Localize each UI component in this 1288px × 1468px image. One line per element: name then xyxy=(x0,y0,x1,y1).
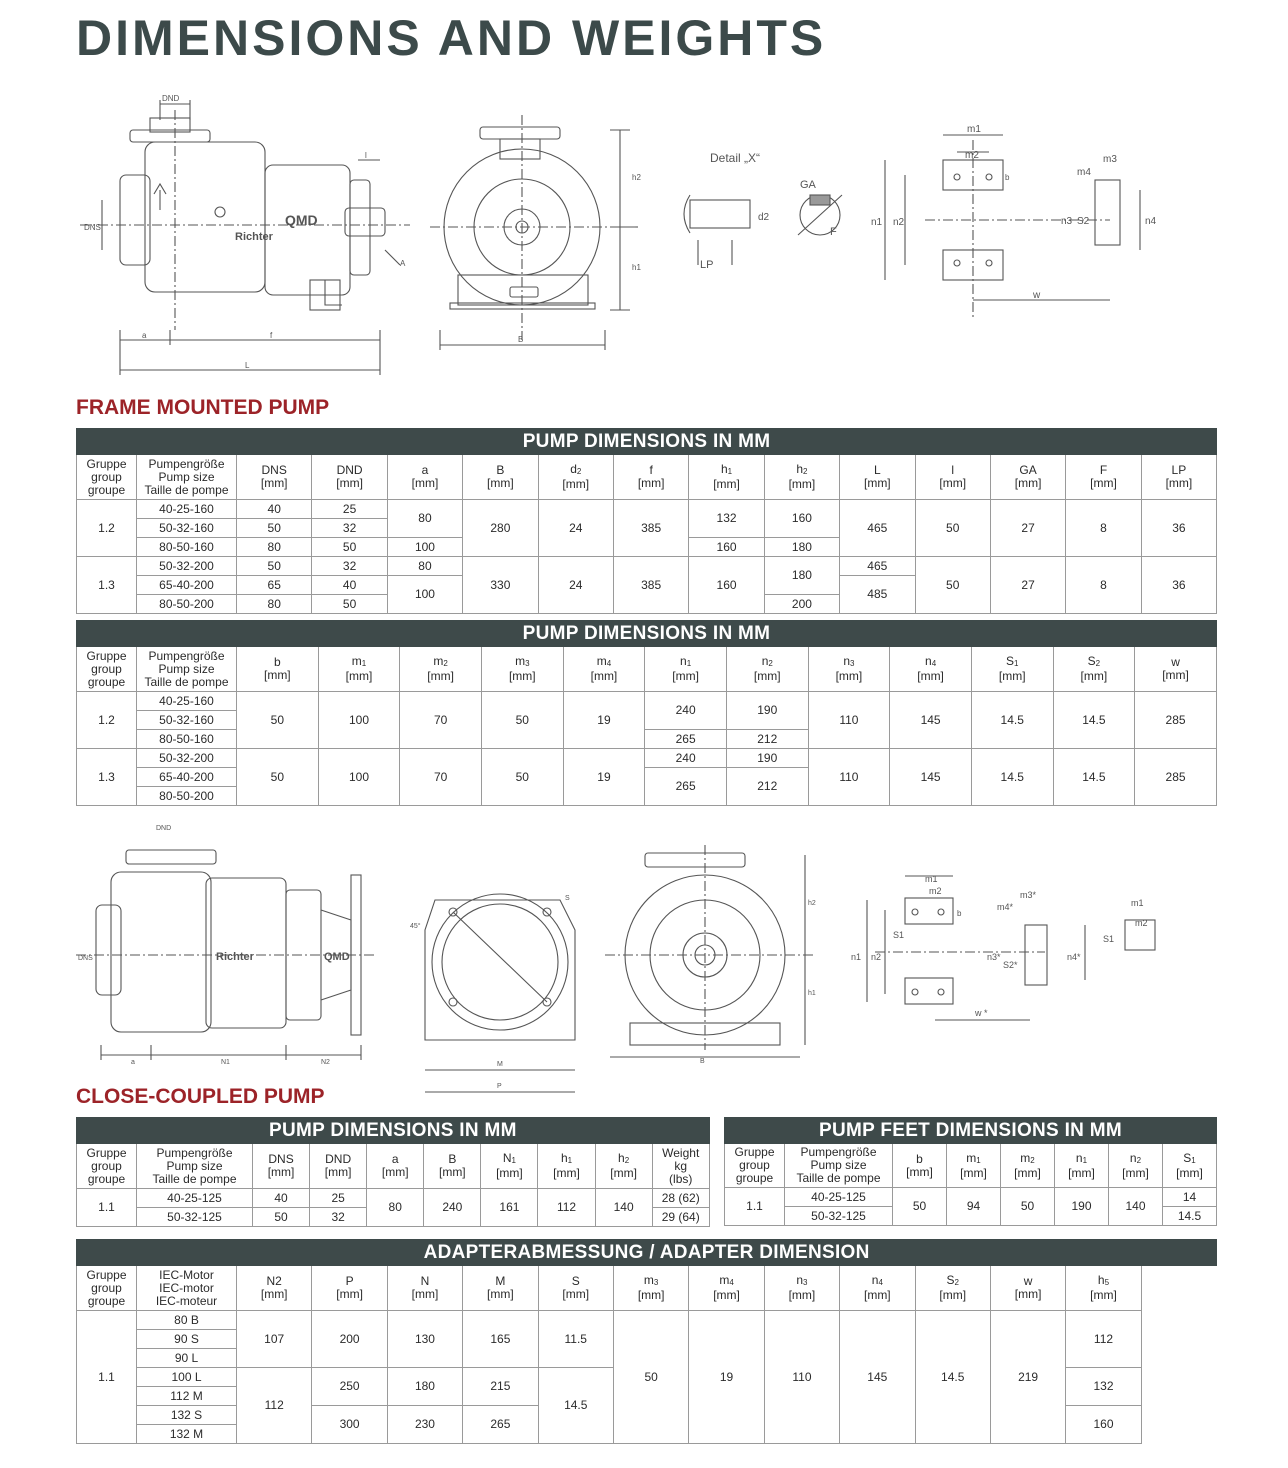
table-cell: 280 xyxy=(463,500,538,557)
close-coupled-title: CLOSE-COUPLED PUMP xyxy=(76,1085,325,1108)
table-cell: 385 xyxy=(613,557,688,614)
table-cell: 80 B xyxy=(137,1311,237,1330)
table-cell: 32 xyxy=(310,1208,367,1227)
table-header-cell: Pumpengröße Pump size Taille de pompe xyxy=(137,647,237,692)
F-label: F xyxy=(830,226,837,238)
table-row xyxy=(77,1311,1217,1330)
brand-label-2: Richter xyxy=(216,951,254,963)
table-header-cell: w [mm] xyxy=(990,1266,1065,1311)
table-cell: 50 xyxy=(613,1311,688,1444)
h2-label-2: h2 xyxy=(808,900,816,907)
table-cell: 190 xyxy=(726,749,808,768)
frame-foot-plan-view xyxy=(865,120,1165,320)
table-header-cell: N [mm] xyxy=(387,1266,462,1311)
table-cell: 36 xyxy=(1141,500,1216,557)
table-cell: 14.5 xyxy=(971,692,1053,749)
table-header-cell: Gruppe group groupe xyxy=(725,1144,785,1188)
table-cell: 50 xyxy=(481,692,563,749)
table-cell: 50 xyxy=(253,1208,310,1227)
table-cell: 25 xyxy=(312,500,387,519)
frame-pump-front-view xyxy=(430,115,650,355)
col-size: Pumpengröße Pump size Taille de pompe xyxy=(137,455,237,500)
a-label: a xyxy=(142,331,147,340)
table-header-cell: B [mm] xyxy=(424,1144,481,1189)
table-cell: 145 xyxy=(890,749,972,806)
n3-star-label: n3* xyxy=(987,952,1001,962)
table-cell: 50 xyxy=(915,500,990,557)
table-cell: 160 xyxy=(1066,1406,1141,1444)
table-row xyxy=(725,1188,1217,1207)
GA-label: GA xyxy=(800,179,816,191)
close-pump-front-view xyxy=(605,845,820,1065)
table-header-cell: $m_2$ [mm] xyxy=(400,647,482,692)
table-cell: 180 xyxy=(764,557,839,595)
table-header-cell: a [mm] xyxy=(367,1144,424,1189)
table-cell: 1.3 xyxy=(77,557,137,614)
h1-label-2: h1 xyxy=(808,990,816,997)
table-header-cell: $n_4$ [mm] xyxy=(890,647,972,692)
table-header-cell: $m_4$ [mm] xyxy=(689,1266,764,1311)
table-cell: 90 L xyxy=(137,1349,237,1368)
table-cell: 285 xyxy=(1135,692,1217,749)
table-cell: 1.1 xyxy=(77,1311,137,1444)
col-LP: LP [mm] xyxy=(1141,455,1216,500)
table-cell: 180 xyxy=(387,1368,462,1406)
table-cell: 25 xyxy=(310,1189,367,1208)
S1-label-2: S1 xyxy=(893,930,905,940)
N2-label: N2 xyxy=(321,1059,330,1066)
table-cell: 200 xyxy=(764,595,839,614)
table-cell: 50 xyxy=(915,557,990,614)
table-cell: 1.3 xyxy=(77,749,137,806)
table-cell: 100 L xyxy=(137,1368,237,1387)
M-label: M xyxy=(497,1061,503,1068)
table-header-cell: $n_4$ [mm] xyxy=(840,1266,915,1311)
table-cell: 40-25-125 xyxy=(785,1188,893,1207)
table-cell: 215 xyxy=(463,1368,538,1406)
col-B: B [mm] xyxy=(463,455,538,500)
P-label: P xyxy=(497,1083,502,1090)
table-header-cell: b [mm] xyxy=(237,647,319,692)
table-header-cell: b [mm] xyxy=(893,1144,947,1188)
table-header-cell: $S_2$ [mm] xyxy=(1053,647,1135,692)
table-cell: 32 xyxy=(312,557,387,576)
col-f: f [mm] xyxy=(613,455,688,500)
m1-label: m1 xyxy=(967,124,981,135)
table-cell: 80-50-160 xyxy=(137,730,237,749)
table-cell: 36 xyxy=(1141,557,1216,614)
table-header-cell: Gruppe group groupe xyxy=(77,647,137,692)
dns-label: DNS xyxy=(84,223,101,232)
table-cell: 100 xyxy=(318,692,400,749)
table-header-row xyxy=(77,647,1217,692)
table-header-row xyxy=(77,1266,1217,1311)
table-cell: 65-40-200 xyxy=(137,768,237,787)
s2-star-label: S2* xyxy=(1003,960,1018,970)
table-cell: 265 xyxy=(645,730,727,749)
table-cell: 100 xyxy=(318,749,400,806)
table-cell: 50-32-160 xyxy=(137,711,237,730)
table-header-cell: DNS [mm] xyxy=(253,1144,310,1189)
table-cell: 110 xyxy=(764,1311,839,1444)
table-cell: 190 xyxy=(1055,1188,1109,1226)
table-cell: 40 xyxy=(253,1189,310,1208)
m4-star-label: m4* xyxy=(997,902,1014,912)
table-cell: 140 xyxy=(595,1189,652,1227)
table-cell: 50-32-125 xyxy=(137,1208,253,1227)
table-cell: 90 S xyxy=(137,1330,237,1349)
table-header-cell: DND [mm] xyxy=(310,1144,367,1189)
table-cell: 161 xyxy=(481,1189,538,1227)
m3-label: m3 xyxy=(1103,154,1117,165)
table-cell: 212 xyxy=(726,730,808,749)
table-cell: 8 xyxy=(1066,500,1141,557)
col-h1: $h_1$ [mm] xyxy=(689,455,764,500)
table-cell: 80-50-160 xyxy=(137,538,237,557)
m1-label-2: m1 xyxy=(925,874,938,884)
table-band-title: PUMP DIMENSIONS IN MM xyxy=(77,1118,710,1144)
table-cell: 50 xyxy=(237,557,312,576)
table-cell: 240 xyxy=(645,749,727,768)
B-label: B xyxy=(518,335,524,344)
col-GA: GA [mm] xyxy=(990,455,1065,500)
table-cell: 265 xyxy=(645,768,727,806)
table-cell: 14.5 xyxy=(538,1368,613,1444)
table-header-cell: $n_3$ [mm] xyxy=(764,1266,839,1311)
b-label: b xyxy=(1005,173,1010,182)
L-label: L xyxy=(245,361,250,370)
l-label: l xyxy=(365,151,367,160)
frame-pump-side-view xyxy=(80,90,420,380)
table-cell: 14 xyxy=(1163,1188,1217,1207)
brand-label: Richter xyxy=(235,231,273,243)
table-cell: 40 xyxy=(237,500,312,519)
frame-mounted-title: FRAME MOUNTED PUMP xyxy=(76,396,330,419)
col-dns: DNS [mm] xyxy=(237,455,312,500)
table-cell: 19 xyxy=(563,692,645,749)
adapter-dimension-table xyxy=(76,1239,1217,1444)
table-band-title: PUMP DIMENSIONS IN MM xyxy=(77,429,1217,455)
table-cell: 24 xyxy=(538,500,613,557)
table-cell: 465 xyxy=(840,557,915,576)
table-cell: 160 xyxy=(689,538,764,557)
table-cell: 110 xyxy=(808,692,890,749)
qmd-label-2: QMD xyxy=(324,951,350,963)
table-header-cell: $N_1$ [mm] xyxy=(481,1144,538,1189)
table-cell: 485 xyxy=(840,576,915,614)
table-cell: 40-25-125 xyxy=(137,1189,253,1208)
detail-x-label: Detail „X“ xyxy=(710,151,761,165)
table-cell: 80 xyxy=(387,500,462,538)
S-label: S xyxy=(565,895,570,902)
table-row xyxy=(77,749,1217,768)
table-cell: 29 (64) xyxy=(652,1208,709,1227)
n1-label-2: n1 xyxy=(851,952,862,962)
table-cell: 50-32-125 xyxy=(785,1207,893,1226)
col-a: a [mm] xyxy=(387,455,462,500)
n4-star-label: n4* xyxy=(1067,952,1081,962)
m4-label: m4 xyxy=(1077,167,1091,178)
dnd-label-2: DND xyxy=(156,825,172,832)
table-cell: 145 xyxy=(890,692,972,749)
n2-label-2: n2 xyxy=(871,952,882,962)
table-header-cell: $n_2$ [mm] xyxy=(1109,1144,1163,1188)
col-l: l [mm] xyxy=(915,455,990,500)
table-cell: 27 xyxy=(990,557,1065,614)
a-label-2: a xyxy=(131,1059,135,1066)
table-cell: 240 xyxy=(424,1189,481,1227)
table-cell: 70 xyxy=(400,692,482,749)
S1-label-3: S1 xyxy=(1103,934,1115,944)
table-cell: 132 S xyxy=(137,1406,237,1425)
table-cell: 132 xyxy=(689,500,764,538)
h1-label: h1 xyxy=(632,263,641,272)
table-cell: 240 xyxy=(645,692,727,730)
table-cell: 1.1 xyxy=(725,1188,785,1226)
table-header-cell: $h_1$ [mm] xyxy=(538,1144,595,1189)
table-cell: 145 xyxy=(840,1311,915,1444)
table-cell: 112 xyxy=(1066,1311,1141,1368)
table-cell: 50 xyxy=(893,1188,947,1226)
B-label-2: B xyxy=(700,1058,705,1065)
close-pump-feet-table xyxy=(724,1117,1217,1226)
table-cell: 50-32-200 xyxy=(137,749,237,768)
table-cell: 14.5 xyxy=(971,749,1053,806)
table-header-cell: $S_1$ [mm] xyxy=(971,647,1053,692)
table-cell: 80-50-200 xyxy=(137,595,237,614)
table-cell: 112 xyxy=(538,1189,595,1227)
table-cell: 19 xyxy=(563,749,645,806)
table-cell: 285 xyxy=(1135,749,1217,806)
table-cell: 11.5 xyxy=(538,1311,613,1368)
deg-label: 45° xyxy=(410,923,421,930)
table-cell: 1.2 xyxy=(77,692,137,749)
table-header-cell: $n_3$ [mm] xyxy=(808,647,890,692)
table-cell: 112 M xyxy=(137,1387,237,1406)
table-cell: 160 xyxy=(689,557,764,614)
n3-label: n3 xyxy=(1061,216,1073,227)
table-header-cell: $m_1$ [mm] xyxy=(947,1144,1001,1188)
table-header-cell: Pumpengröße Pump size Taille de pompe xyxy=(137,1144,253,1189)
table-header-cell: S [mm] xyxy=(538,1266,613,1311)
table-header-cell: $m_2$ [mm] xyxy=(1001,1144,1055,1188)
dnd-label: DND xyxy=(162,94,180,103)
table-cell: 132 M xyxy=(137,1425,237,1444)
table-cell: 1.1 xyxy=(77,1189,137,1227)
table-cell: 80 xyxy=(367,1189,424,1227)
table-cell: 100 xyxy=(387,538,462,557)
m2-label: m2 xyxy=(965,150,979,161)
table-header-row xyxy=(77,1144,710,1189)
table-header-cell: w [mm] xyxy=(1135,647,1217,692)
qmd-label: QMD xyxy=(285,212,318,228)
col-group: Gruppe group groupe xyxy=(77,455,137,500)
table-cell: 330 xyxy=(463,557,538,614)
table-cell: 50 xyxy=(237,692,319,749)
table-header-cell: $n_2$ [mm] xyxy=(726,647,808,692)
n2-label: n2 xyxy=(893,217,905,228)
table-cell: 80 xyxy=(237,595,312,614)
b-label-2: b xyxy=(957,909,962,918)
frame-pump-feet-table xyxy=(76,620,1217,806)
table-cell: 50 xyxy=(1001,1188,1055,1226)
table-header-cell: $n_1$ [mm] xyxy=(645,647,727,692)
col-h2: $h_2$ [mm] xyxy=(764,455,839,500)
col-L: L [mm] xyxy=(840,455,915,500)
table-cell: 300 xyxy=(312,1406,387,1444)
S2-label: S2 xyxy=(1077,216,1090,227)
table-cell: 14.5 xyxy=(1163,1207,1217,1226)
table-cell: 65-40-200 xyxy=(137,576,237,595)
table-header-cell: $S_1$ [mm] xyxy=(1163,1144,1217,1188)
frame-pump-dimensions-table xyxy=(76,428,1217,614)
table-header-cell: IEC-Motor IEC-motor IEC-moteur xyxy=(137,1266,237,1311)
table-cell: 50 xyxy=(237,749,319,806)
table-cell: 219 xyxy=(990,1311,1065,1444)
table-cell: 27 xyxy=(990,500,1065,557)
table-cell: 40-25-160 xyxy=(137,500,237,519)
table-cell: 165 xyxy=(463,1311,538,1368)
table-cell: 80 xyxy=(237,538,312,557)
m3-star-label: m3* xyxy=(1020,890,1037,900)
table-cell: 50 xyxy=(312,538,387,557)
table-cell: 1.2 xyxy=(77,500,137,557)
table-row xyxy=(77,692,1217,711)
table-cell: 14.5 xyxy=(915,1311,990,1444)
m2-label-2: m2 xyxy=(929,886,942,896)
f-label: f xyxy=(270,331,273,340)
table-cell: 200 xyxy=(312,1311,387,1368)
table-cell: 385 xyxy=(613,500,688,557)
table-cell: 94 xyxy=(947,1188,1001,1226)
table-cell: 107 xyxy=(237,1311,312,1368)
table-cell: 40 xyxy=(312,576,387,595)
LP-label: LP xyxy=(700,259,714,271)
table-cell: 28 (62) xyxy=(652,1189,709,1208)
w-star-label: w * xyxy=(975,1008,988,1018)
table-header-cell: $n_1$ [mm] xyxy=(1055,1144,1109,1188)
table-cell: 50-32-200 xyxy=(137,557,237,576)
table-cell: 130 xyxy=(387,1311,462,1368)
table-cell: 112 xyxy=(237,1368,312,1444)
table-cell: 80 xyxy=(387,557,462,576)
table-header-cell: Pumpengröße Pump size Taille de pompe xyxy=(785,1144,893,1188)
table-band-title: PUMP FEET DIMENSIONS IN MM xyxy=(725,1118,1217,1144)
col-F: F [mm] xyxy=(1066,455,1141,500)
m1-label-3: m1 xyxy=(1131,898,1144,908)
table-header-cell: $m_1$ [mm] xyxy=(318,647,400,692)
table-cell: 250 xyxy=(312,1368,387,1406)
table-cell: 50 xyxy=(237,519,312,538)
page-title: DIMENSIONS AND WEIGHTS xyxy=(76,10,827,66)
table-cell: 80-50-200 xyxy=(137,787,237,806)
close-pump-side-view xyxy=(76,820,376,1070)
table-cell: 65 xyxy=(237,576,312,595)
table-row xyxy=(77,500,1217,519)
table-cell: 14.5 xyxy=(1053,749,1135,806)
table-cell: 180 xyxy=(764,538,839,557)
table-cell: 50-32-160 xyxy=(137,519,237,538)
n1-label: n1 xyxy=(871,217,883,228)
table-cell: 8 xyxy=(1066,557,1141,614)
table-cell: 140 xyxy=(1109,1188,1163,1226)
n4-label: n4 xyxy=(1145,216,1157,227)
table-cell: 19 xyxy=(689,1311,764,1444)
table-header-cell: Gruppe group groupe xyxy=(77,1266,137,1311)
table-cell: 24 xyxy=(538,557,613,614)
h2-label: h2 xyxy=(632,173,641,182)
A-label: A xyxy=(400,259,406,268)
table-header-cell: $S_2$ [mm] xyxy=(915,1266,990,1311)
N1-label: N1 xyxy=(221,1059,230,1066)
close-foot-plan-view xyxy=(845,870,1175,1030)
col-dnd: DND [mm] xyxy=(312,455,387,500)
table-header-cell: $m_3$ [mm] xyxy=(613,1266,688,1311)
table-cell: 50 xyxy=(481,749,563,806)
table-header-cell: Weight kg (lbs) xyxy=(652,1144,709,1189)
m2-label-3: m2 xyxy=(1135,918,1148,928)
table-header-cell: $m_4$ [mm] xyxy=(563,647,645,692)
table-cell: 265 xyxy=(463,1406,538,1444)
detail-x-view xyxy=(670,140,860,280)
d2-label: d2 xyxy=(758,212,770,223)
table-cell: 160 xyxy=(764,500,839,538)
w-label: w xyxy=(1033,290,1041,301)
table-header-cell: M [mm] xyxy=(463,1266,538,1311)
table-cell: 32 xyxy=(312,519,387,538)
table-header-cell: $h_5$ [mm] xyxy=(1066,1266,1141,1311)
table-cell: 100 xyxy=(387,576,462,614)
adapter-flange-view xyxy=(405,870,590,1100)
table-header-cell: $h_2$ [mm] xyxy=(595,1144,652,1189)
table-header-row xyxy=(725,1144,1217,1188)
table-row xyxy=(77,557,1217,576)
table-cell: 70 xyxy=(400,749,482,806)
table-cell: 40-25-160 xyxy=(137,692,237,711)
table-cell: 50 xyxy=(312,595,387,614)
col-d2: $d_2$ [mm] xyxy=(538,455,613,500)
table-cell: 230 xyxy=(387,1406,462,1444)
table-cell: 132 xyxy=(1066,1368,1141,1406)
table-band-title: PUMP DIMENSIONS IN MM xyxy=(77,621,1217,647)
dns-label-2: DNS xyxy=(78,955,93,962)
table-cell: 190 xyxy=(726,692,808,730)
table-cell: 14.5 xyxy=(1053,692,1135,749)
table-row xyxy=(77,1189,710,1208)
close-pump-dimensions-table xyxy=(76,1117,710,1227)
table-header-cell: Gruppe group groupe xyxy=(77,1144,137,1189)
table-cell: 110 xyxy=(808,749,890,806)
table-header-cell: $m_3$ [mm] xyxy=(481,647,563,692)
table-cell: 212 xyxy=(726,768,808,806)
table-header-cell: P [mm] xyxy=(312,1266,387,1311)
table-band-title: ADAPTERABMESSUNG / ADAPTER DIMENSION xyxy=(77,1240,1217,1266)
table-header-cell: N2 [mm] xyxy=(237,1266,312,1311)
table-header-row xyxy=(77,455,1217,500)
table-cell: 465 xyxy=(840,500,915,557)
